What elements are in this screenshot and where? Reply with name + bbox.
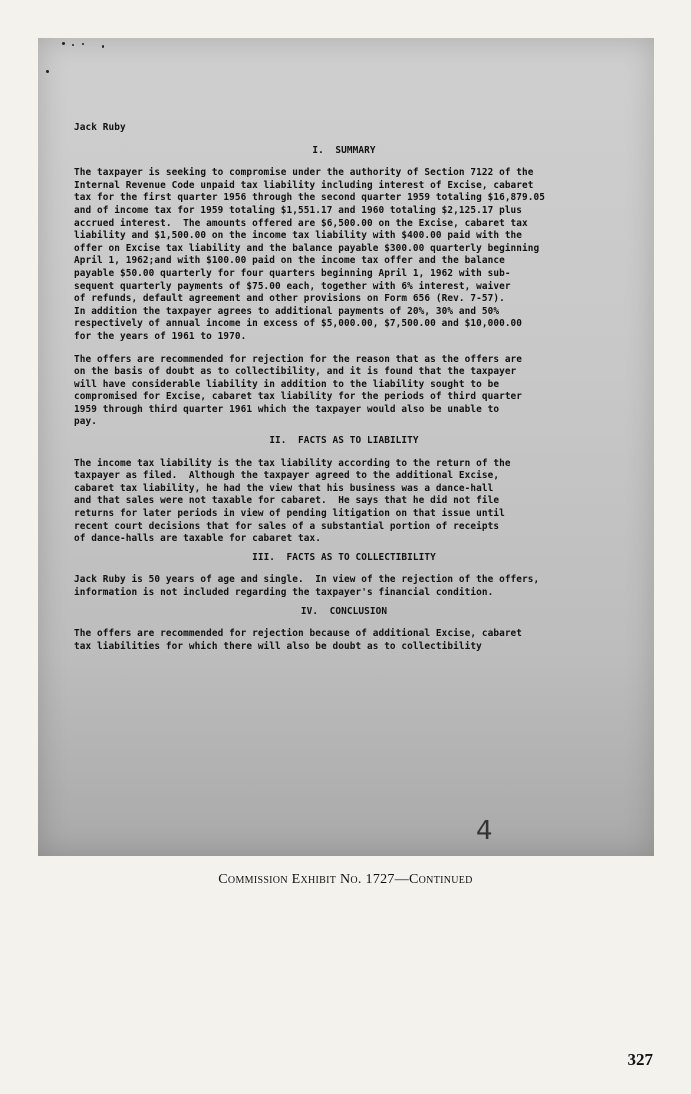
text-line: In addition the taxpayer agrees to additional payments of 20%, 30% and 50% <box>74 305 500 317</box>
text-line: April 1, 1962;and with $100.00 paid on the income tax offer and the balance <box>74 255 505 267</box>
text-line: liability and $1,500.00 on the income tax liability with $400.00 paid with the <box>74 230 523 242</box>
exhibit-caption: Commission Exhibit No. 1727—Continued <box>218 872 473 887</box>
paragraph <box>74 574 614 599</box>
text-line: Jack Ruby is 50 years of age and single. In view of the rejection of the offers, <box>74 574 540 586</box>
text-line: will have considerable liability in addition to the liability sought to be <box>74 378 500 390</box>
text-line: on the basis of doubt as to collectibility, and it is found that the taxpayer <box>74 366 517 378</box>
text-line: of refunds, default agreement and other provisions on Form 656 (Rev. 7-57). <box>74 293 505 305</box>
text-line: and that sales were not taxable for cabaret. He says that he did not file <box>74 495 500 507</box>
text-line: The offers are recommended for rejection for the reason that as the offers are <box>74 353 523 365</box>
paragraph <box>74 167 614 343</box>
paragraph <box>74 354 614 430</box>
text-line: pay. <box>74 416 97 428</box>
text-line: respectively of annual income in excess of $5,000.00, $7,500.00 and $10,000.00 <box>74 318 523 330</box>
text-line: accrued interest. The amounts offered are $6,500.00 on the Excise, cabaret tax <box>74 217 528 229</box>
paragraph <box>74 628 614 653</box>
text-line: offer on Excise tax liability and the balance payable $300.00 quarterly beginning <box>74 242 540 254</box>
text-line: and of income tax for 1959 totaling $1,551.17 and 1960 totaling $2,125.17 plus <box>74 204 523 216</box>
section-heading: III. FACTS AS TO COLLECTIBILITY <box>252 551 436 563</box>
text-line: information is not included regarding the taxpayer's financial condition. <box>74 587 494 598</box>
scan-speck <box>46 70 49 73</box>
text-line: The taxpayer is seeking to compromise under the authority of Section 7122 of the <box>74 167 534 179</box>
text-line: tax liabilities for which there will also be doubt as to collectibility <box>74 640 482 652</box>
text-line: taxpayer as filed. Although the taxpayer agreed to the additional Excise, <box>74 470 500 482</box>
document-name: Jack Ruby <box>74 122 126 133</box>
text-line: sequent quarterly payments of $75.00 each, together with 6% interest, waiver <box>74 280 511 292</box>
document-body <box>74 122 614 653</box>
text-line: tax for the first quarter 1956 through the second quarter 1959 totaling $16,879.05 <box>74 192 546 204</box>
text-line: The income tax liability is the tax liability according to the return of the <box>74 457 511 469</box>
text-line: Internal Revenue Code unpaid tax liability including interest of Excise, cabaret <box>74 179 534 191</box>
text-line: cabaret tax liability, he had the view that his business was a dance-hall <box>74 482 494 494</box>
text-line: compromised for Excise, cabaret tax liability for the periods of third quarter <box>74 391 523 403</box>
text-line: of dance-halls are taxable for cabaret tax. <box>74 533 322 545</box>
scanned-document <box>38 38 654 856</box>
section-heading: IV. CONCLUSION <box>300 605 388 617</box>
text-line: returns for later periods in view of pending litigation on that issue until <box>74 508 505 520</box>
text-line: for the years of 1961 to 1970. <box>74 330 247 342</box>
handwritten-page-mark: 4 <box>476 816 493 846</box>
text-line: 1959 through third quarter 1961 which the taxpayer would also be unable to <box>74 403 500 415</box>
section-heading: I. SUMMARY <box>312 144 376 156</box>
page-number: 327 <box>627 1050 653 1069</box>
text-line: recent court decisions that for sales of a substantial portion of receipts <box>74 520 500 532</box>
scan-speck <box>62 42 65 45</box>
section-heading: II. FACTS AS TO LIABILITY <box>269 435 419 447</box>
text-line: payable $50.00 quarterly for four quarters beginning April 1, 1962 with sub- <box>74 267 511 279</box>
paragraph <box>74 458 614 546</box>
scan-speck <box>72 44 74 46</box>
scan-speck <box>102 45 104 48</box>
scan-speck <box>82 43 84 45</box>
text-line: The offers are recommended for rejection because of additional Excise, cabaret <box>74 628 523 640</box>
